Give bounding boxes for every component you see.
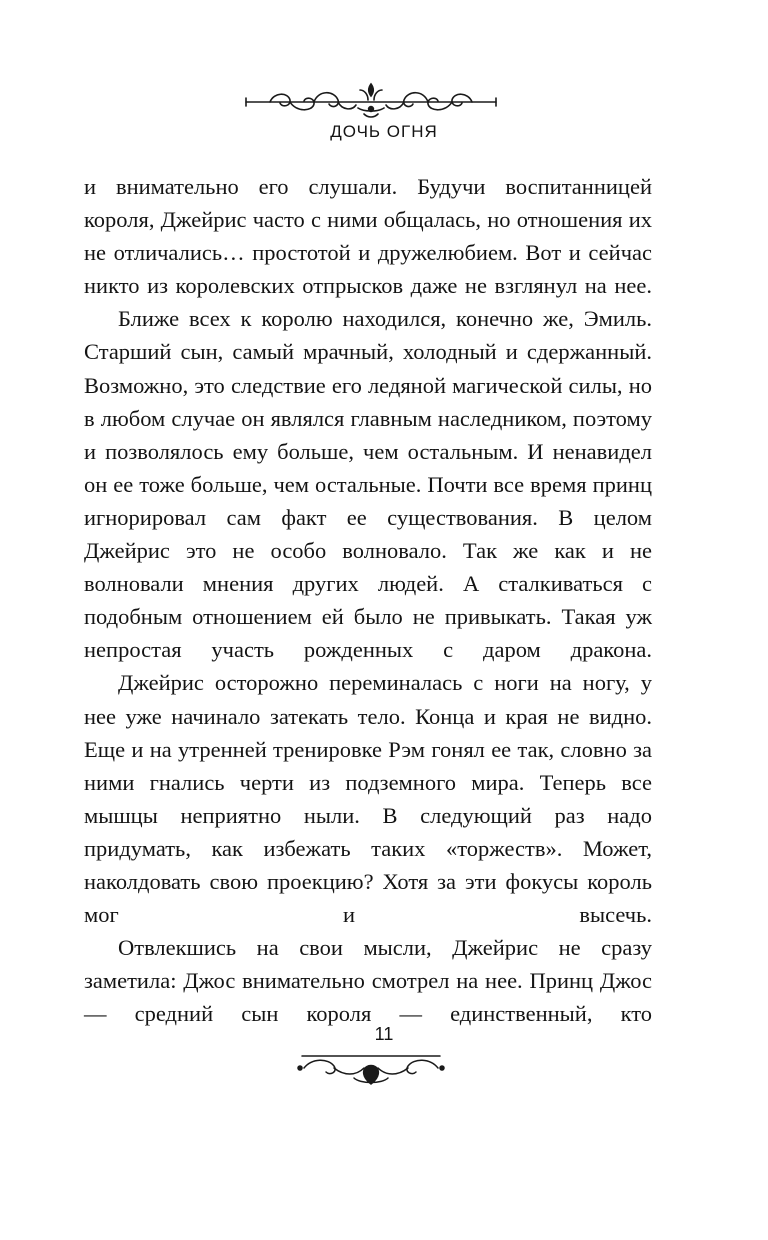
paragraph-1: и внимательно его слушали. Будучи воспитанницей короля, Джейрис часто с ними общалась, но отношения их не отличались… простотой и дружелюбием. Вот и сейчас никто из королевских отпрысков даже не взглянул на нее. [84,174,652,299]
paragraph-3: Джейрис осторожно переминалась с ноги на ногу, у нее уже начинало затекать тело. Конца и края не видно. Еще и на утренней тренировке Рэм гонял ее так, словно за ними гнались черти из подземного мира. Теперь все мышцы неприятно ныли. В следующий раз надо придумать, как избежать таких «торжеств». Может, наколдовать свою проекцию? Хотя за эти фокусы король мог и высечь. [84,670,652,928]
page-body-text [84,170,652,1030]
header-scroll-ornament-icon [240,78,502,126]
page-number: 11 [374,1024,394,1044]
running-title: ДОЧЬ ОГНЯ [330,122,438,141]
paragraph-4: Отвлекшись на свои мысли, Джейрис не сразу заметила: Джос внимательно смотрел на нее. Принц Джос — средний сын короля — единственный, кто [84,935,652,1027]
footer-scroll-ornament-icon [294,1048,448,1090]
paragraph-2: Ближе всех к королю находился, конечно же, Эмиль. Старший сын, самый мрачный, холодный и сдержанный. Возможно, это следствие его ледяной магической силы, но в любом случае он являлся главным наследником, поэтому и позволялось ему больше, чем остальным. И ненавидел он ее тоже больше, чем остальные. Почти все время принц игнорировал сам факт ее существования. В целом Джейрис это не особо волновало. Так же как и не волновали мнения других людей. А сталкиваться с подобным отношением ей было не привыкать. Такая уж непростая участь рожденных с даром дракона. [84,306,652,663]
